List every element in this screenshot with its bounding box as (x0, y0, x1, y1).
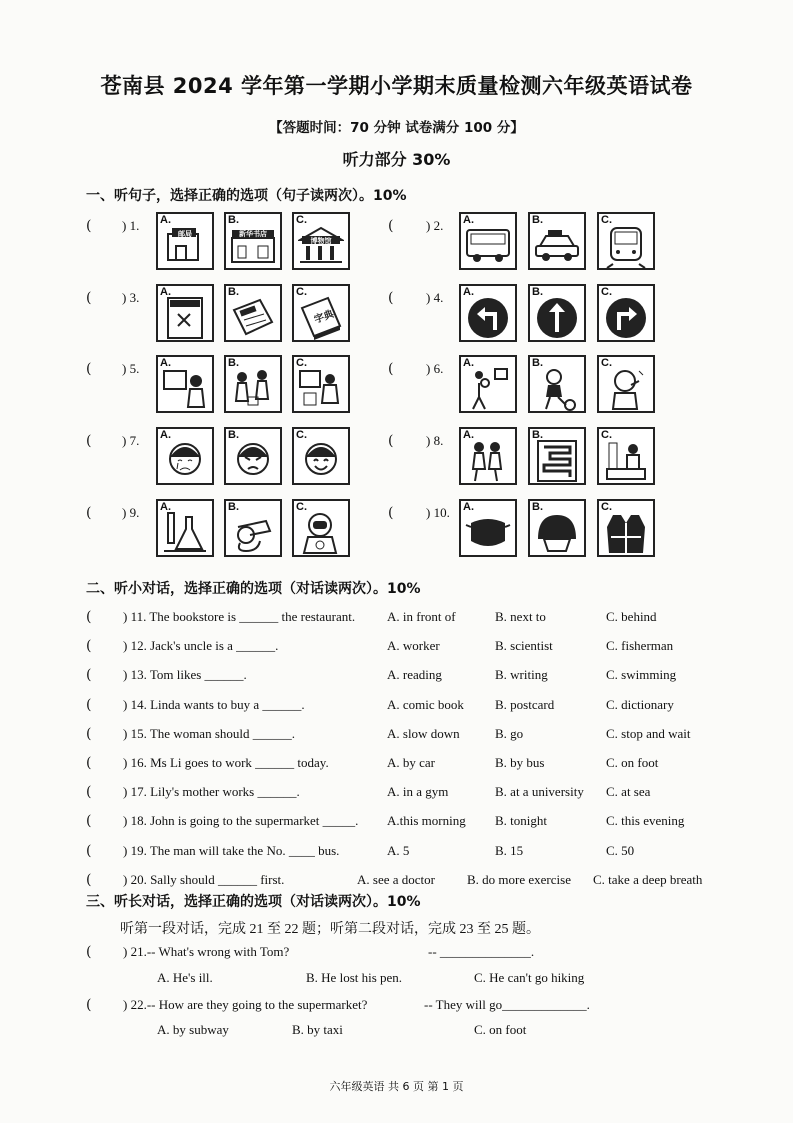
section3-heading: 三、听长对话，选择正确的选项（对话读两次）。10% (86, 894, 421, 910)
q12-option-b: B. scientist (495, 638, 553, 654)
q17-option-b: B. at a university (495, 784, 584, 800)
q22-option-b: B. by taxi (292, 1022, 343, 1037)
answer-paren-20[interactable]: ( (86, 871, 92, 888)
q8-option-a[interactable] (459, 427, 517, 485)
q7-option-c[interactable] (292, 427, 350, 485)
q9-option-b[interactable] (224, 499, 282, 557)
q10-option-a[interactable] (459, 499, 517, 557)
option-label: C. (601, 501, 612, 513)
q15-option-b: B. go (495, 725, 524, 741)
option-label: C. (296, 429, 307, 441)
answer-paren-19[interactable]: ( (86, 842, 92, 859)
q20-option-a: A. see a doctor (357, 871, 435, 887)
q11-option-a: A. in front of (387, 609, 456, 624)
question-number-4: ) 4. (426, 290, 444, 305)
option-label: C. (296, 357, 307, 369)
q18-option-b: B. tonight (495, 813, 548, 829)
option-label: C. (296, 501, 307, 513)
section3-instruction: 听第一段对话，完成 21 至 22 题；听第二段对话，完成 23 至 25 题。 (120, 922, 540, 937)
exam-subtitle: 【答题时间：70 分钟 试卷满分 100 分】 (269, 120, 524, 136)
q7-option-b[interactable] (224, 427, 282, 485)
option-label: B. (532, 214, 543, 226)
q17-option-a: A. in a gym (387, 784, 449, 800)
option-label: B. (228, 286, 239, 298)
q21-option-a: A. He's ill. (157, 970, 213, 985)
option-label: B. (228, 429, 239, 441)
answer-paren-17[interactable]: ( (86, 784, 92, 801)
svg-text:新华书店: 新华书店 (239, 229, 267, 238)
question-22-answer-blank[interactable]: -- They will go_____________. (424, 997, 590, 1012)
q17-option-c: C. at sea (606, 784, 651, 800)
question-17: ) 17. Lily's mother works ______. (123, 784, 300, 800)
option-label: C. (601, 214, 612, 226)
question-number-3: ) 3. (122, 290, 140, 305)
q10-option-c[interactable] (597, 499, 655, 557)
option-label: C. (601, 429, 612, 441)
page-footer: 六年级英语 共 6 页 第 1 页 (329, 1080, 464, 1093)
answer-paren-3[interactable]: ( (86, 290, 92, 306)
question-12: ) 12. Jack's uncle is a ______. (123, 638, 279, 654)
q4-option-b[interactable] (528, 284, 586, 342)
q16-option-b: B. by bus (495, 755, 545, 770)
question-number-1: ) 1. (122, 218, 140, 233)
option-label: C. (601, 357, 612, 369)
q16-option-c: C. on foot (606, 755, 659, 770)
question-number-7: ) 7. (122, 433, 140, 448)
question-14: ) 14. Linda wants to buy a ______. (123, 696, 305, 712)
answer-paren-1[interactable]: ( (86, 218, 92, 234)
q21-option-c: C. He can't go hiking (474, 970, 585, 985)
answer-paren-18[interactable]: ( (86, 813, 92, 830)
q5-option-b[interactable] (224, 355, 282, 413)
q11-option-b: B. next to (495, 609, 546, 624)
svg-text:博物馆: 博物馆 (310, 236, 332, 245)
question-22: ) 22.-- How are they going to the supermarket? (123, 997, 368, 1012)
q14-option-b: B. postcard (495, 696, 555, 712)
section1-heading: 一、听句子，选择正确的选项（句子读两次）。10% (86, 188, 407, 204)
q2-option-c[interactable] (597, 212, 655, 270)
question-number-2: ) 2. (426, 218, 444, 233)
option-label: A. (463, 357, 474, 369)
option-label: B. (228, 357, 239, 369)
question-15: ) 15. The woman should ______. (123, 725, 295, 741)
answer-paren-9[interactable]: ( (86, 505, 92, 521)
answer-paren-13[interactable]: ( (86, 667, 92, 684)
q7-option-a[interactable] (156, 427, 214, 485)
q8-option-b[interactable] (528, 427, 586, 485)
q19-option-b: B. 15 (495, 842, 524, 858)
q13-option-a: A. reading (387, 667, 442, 683)
option-label: B. (532, 286, 543, 298)
answer-paren-15[interactable]: ( (86, 725, 92, 742)
option-label: C. (296, 214, 307, 226)
q12-option-c: C. fisherman (606, 638, 674, 654)
option-label: A. (463, 214, 474, 226)
option-label: A. (463, 429, 474, 441)
answer-paren-12[interactable]: ( (86, 638, 92, 655)
q12-option-a: A. worker (387, 638, 440, 654)
question-number-6: ) 6. (426, 361, 444, 376)
question-number-8: ) 8. (426, 433, 444, 448)
answer-paren-8[interactable]: ( (388, 433, 394, 449)
q4-option-a[interactable] (459, 284, 517, 342)
option-label: B. (532, 357, 543, 369)
q13-option-b: B. writing (495, 667, 548, 683)
q16-option-a: A. by car (387, 755, 436, 770)
q9-option-c[interactable] (292, 499, 350, 557)
q19-option-c: C. 50 (606, 842, 635, 858)
q19-option-a: A. 5 (387, 842, 410, 858)
q13-option-c: C. swimming (606, 667, 677, 683)
answer-paren-22[interactable]: ( (86, 997, 92, 1013)
option-label: A. (463, 501, 474, 513)
option-label: B. (228, 214, 239, 226)
question-11: ) 11. The bookstore is ______ the restaurant. (123, 609, 356, 624)
option-label: C. (296, 286, 307, 298)
q6-option-a[interactable] (459, 355, 517, 413)
svg-text:字典: 字典 (312, 308, 336, 326)
answer-paren-6[interactable]: ( (388, 361, 394, 377)
q5-option-c[interactable] (292, 355, 350, 413)
question-21-answer-blank[interactable]: -- ______________. (428, 944, 535, 959)
q22-option-c: C. on foot (474, 1022, 527, 1037)
answer-paren-16[interactable]: ( (86, 755, 92, 771)
q20-option-c: C. take a deep breath (593, 871, 703, 887)
answer-paren-11[interactable]: ( (86, 609, 92, 625)
q5-option-a[interactable] (156, 355, 214, 413)
question-21: ) 21.-- What's wrong with Tom? (123, 944, 290, 959)
q20-option-b: B. do more exercise (467, 871, 571, 887)
q1-option-b[interactable] (224, 212, 282, 270)
q1-option-a[interactable] (156, 212, 214, 270)
option-label: A. (160, 429, 171, 441)
exam-title: 苍南县 2024 学年第一学期小学期末质量检测六年级英语试卷 (100, 74, 693, 98)
q11-option-c: C. behind (606, 609, 657, 624)
option-label: B. (228, 501, 239, 513)
svg-text:邮局: 邮局 (178, 229, 192, 238)
option-label: A. (160, 286, 171, 298)
q18-option-a: A.this morning (387, 813, 466, 829)
question-13: ) 13. Tom likes ______. (123, 667, 247, 683)
option-label: C. (601, 286, 612, 298)
section2-heading: 二、听小对话，选择正确的选项（对话读两次）。10% (86, 581, 421, 597)
q10-option-b[interactable] (528, 499, 586, 557)
q18-option-c: C. this evening (606, 813, 685, 829)
q8-option-c[interactable] (597, 427, 655, 485)
q14-option-a: A. comic book (387, 696, 464, 712)
q15-option-c: C. stop and wait (606, 725, 691, 741)
answer-paren-5[interactable]: ( (86, 361, 92, 377)
answer-paren-21[interactable]: ( (86, 944, 92, 960)
part-heading: 听力部分 30% (342, 150, 451, 169)
answer-paren-4[interactable]: ( (388, 290, 394, 306)
option-label: B. (532, 429, 543, 441)
q21-option-b: B. He lost his pen. (306, 970, 403, 985)
question-number-9: ) 9. (122, 505, 140, 520)
q3-option-b[interactable] (224, 284, 282, 342)
q9-option-a[interactable] (156, 499, 214, 557)
answer-paren-10[interactable]: ( (388, 505, 394, 521)
question-number-10: ) 10. (426, 505, 450, 520)
q3-option-a[interactable] (156, 284, 214, 342)
q2-option-a[interactable] (459, 212, 517, 270)
answer-paren-7[interactable]: ( (86, 433, 92, 449)
question-number-5: ) 5. (122, 361, 140, 376)
q4-option-c[interactable] (597, 284, 655, 342)
answer-paren-14[interactable]: ( (86, 696, 92, 713)
q3-option-c[interactable] (292, 284, 350, 342)
q2-option-b[interactable] (528, 212, 586, 270)
question-18: ) 18. John is going to the supermarket _____. (123, 813, 359, 829)
q6-option-b[interactable] (528, 355, 586, 413)
question-20: ) 20. Sally should ______ first. (123, 871, 285, 887)
q22-option-a: A. by subway (157, 1022, 229, 1037)
question-19: ) 19. The man will take the No. ____ bus. (123, 842, 340, 858)
q1-option-c[interactable] (292, 212, 350, 270)
q14-option-c: C. dictionary (606, 696, 674, 712)
q6-option-c[interactable] (597, 355, 655, 413)
answer-paren-2[interactable]: ( (388, 218, 394, 234)
question-16: ) 16. Ms Li goes to work ______ today. (123, 755, 329, 770)
option-label: A. (160, 501, 171, 513)
option-label: A. (160, 214, 171, 226)
option-label: A. (463, 286, 474, 298)
option-label: B. (532, 501, 543, 513)
q15-option-a: A. slow down (387, 725, 460, 741)
option-label: A. (160, 357, 171, 369)
